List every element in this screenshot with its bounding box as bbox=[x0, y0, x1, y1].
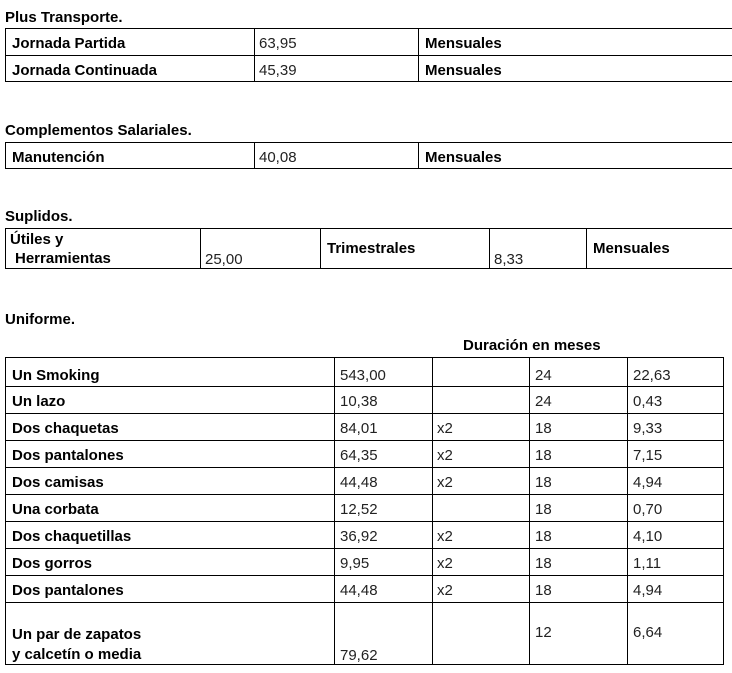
uniforme-item: Dos chaquetas bbox=[12, 420, 119, 437]
uniforme-monthly: 4,94 bbox=[633, 474, 663, 491]
uniforme-title: Uniforme. bbox=[5, 311, 76, 328]
uniforme-monthly: 6,64 bbox=[633, 624, 663, 641]
uniforme-price: 64,35 bbox=[340, 447, 378, 464]
uniforme-months: 12 bbox=[535, 624, 552, 641]
uniforme-months: 18 bbox=[535, 582, 552, 599]
suplidos-label-line2: Herramientas bbox=[15, 250, 111, 267]
uniforme-item: Dos gorros bbox=[12, 555, 93, 572]
uniforme-price: 543,00 bbox=[340, 367, 386, 384]
uniforme-qty: x2 bbox=[437, 420, 453, 437]
table-row-label: Manutención bbox=[12, 149, 105, 166]
uniforme-item-line2: y calcetín o media bbox=[12, 646, 142, 663]
uniforme-months: 18 bbox=[535, 447, 552, 464]
uniforme-months: 18 bbox=[535, 555, 552, 572]
uniforme-monthly: 4,94 bbox=[633, 582, 663, 599]
uniforme-months: 24 bbox=[535, 367, 552, 384]
plus-transporte-title: Plus Transporte. bbox=[5, 9, 123, 26]
table-row-period: Mensuales bbox=[425, 35, 502, 52]
complementos-title: Complementos Salariales. bbox=[5, 122, 192, 139]
uniforme-price: 12,52 bbox=[340, 501, 378, 518]
uniforme-qty: x2 bbox=[437, 474, 453, 491]
suplidos-label-line1: Útiles y bbox=[10, 231, 64, 248]
table-row-amount: 40,08 bbox=[259, 149, 297, 166]
uniforme-price: 36,92 bbox=[340, 528, 378, 545]
uniforme-item-line1: Un par de zapatos bbox=[12, 626, 142, 643]
uniforme-monthly: 22,63 bbox=[633, 367, 671, 384]
uniforme-months: 18 bbox=[535, 501, 552, 518]
suplidos-period-monthly: Mensuales bbox=[593, 240, 670, 257]
duration-header: Duración en meses bbox=[463, 337, 601, 354]
uniforme-qty: x2 bbox=[437, 582, 453, 599]
table-row-amount: 63,95 bbox=[259, 35, 297, 52]
uniforme-monthly: 1,11 bbox=[633, 555, 662, 572]
uniforme-months: 18 bbox=[535, 474, 552, 491]
uniforme-price: 44,48 bbox=[340, 474, 378, 491]
uniforme-monthly: 9,33 bbox=[633, 420, 663, 437]
uniforme-price: 79,62 bbox=[340, 647, 378, 664]
uniforme-monthly: 4,10 bbox=[633, 528, 663, 545]
table-row-period: Mensuales bbox=[425, 149, 502, 166]
table-row-label: Jornada Continuada bbox=[12, 62, 158, 79]
uniforme-item: Dos pantalones bbox=[12, 582, 124, 599]
suplidos-amount: 25,00 bbox=[205, 251, 243, 268]
uniforme-qty: x2 bbox=[437, 528, 453, 545]
uniforme-item: Un lazo bbox=[12, 393, 66, 410]
uniforme-months: 18 bbox=[535, 420, 552, 437]
suplidos-period-quarterly: Trimestrales bbox=[327, 240, 416, 257]
uniforme-item: Un Smoking bbox=[12, 367, 100, 384]
uniforme-qty: x2 bbox=[437, 555, 453, 572]
table-row-label: Jornada Partida bbox=[12, 35, 126, 52]
table-row-period: Mensuales bbox=[425, 62, 502, 79]
uniforme-item: Dos pantalones bbox=[12, 447, 124, 464]
uniforme-price: 9,95 bbox=[340, 555, 370, 572]
uniforme-qty: x2 bbox=[437, 447, 453, 464]
uniforme-item: Dos chaquetillas bbox=[12, 528, 132, 545]
uniforme-monthly: 0,70 bbox=[633, 501, 663, 518]
uniforme-price: 44,48 bbox=[340, 582, 378, 599]
uniforme-monthly: 7,15 bbox=[633, 447, 663, 464]
uniforme-price: 84,01 bbox=[340, 420, 378, 437]
uniforme-price: 10,38 bbox=[340, 393, 378, 410]
uniforme-months: 24 bbox=[535, 393, 552, 410]
uniforme-item: Dos camisas bbox=[12, 474, 104, 491]
suplidos-title: Suplidos. bbox=[5, 208, 73, 225]
uniforme-months: 18 bbox=[535, 528, 552, 545]
suplidos-amount-monthly: 8,33 bbox=[494, 251, 524, 268]
uniforme-item: Una corbata bbox=[12, 501, 99, 518]
uniforme-monthly: 0,43 bbox=[633, 393, 663, 410]
table-row-amount: 45,39 bbox=[259, 62, 297, 79]
